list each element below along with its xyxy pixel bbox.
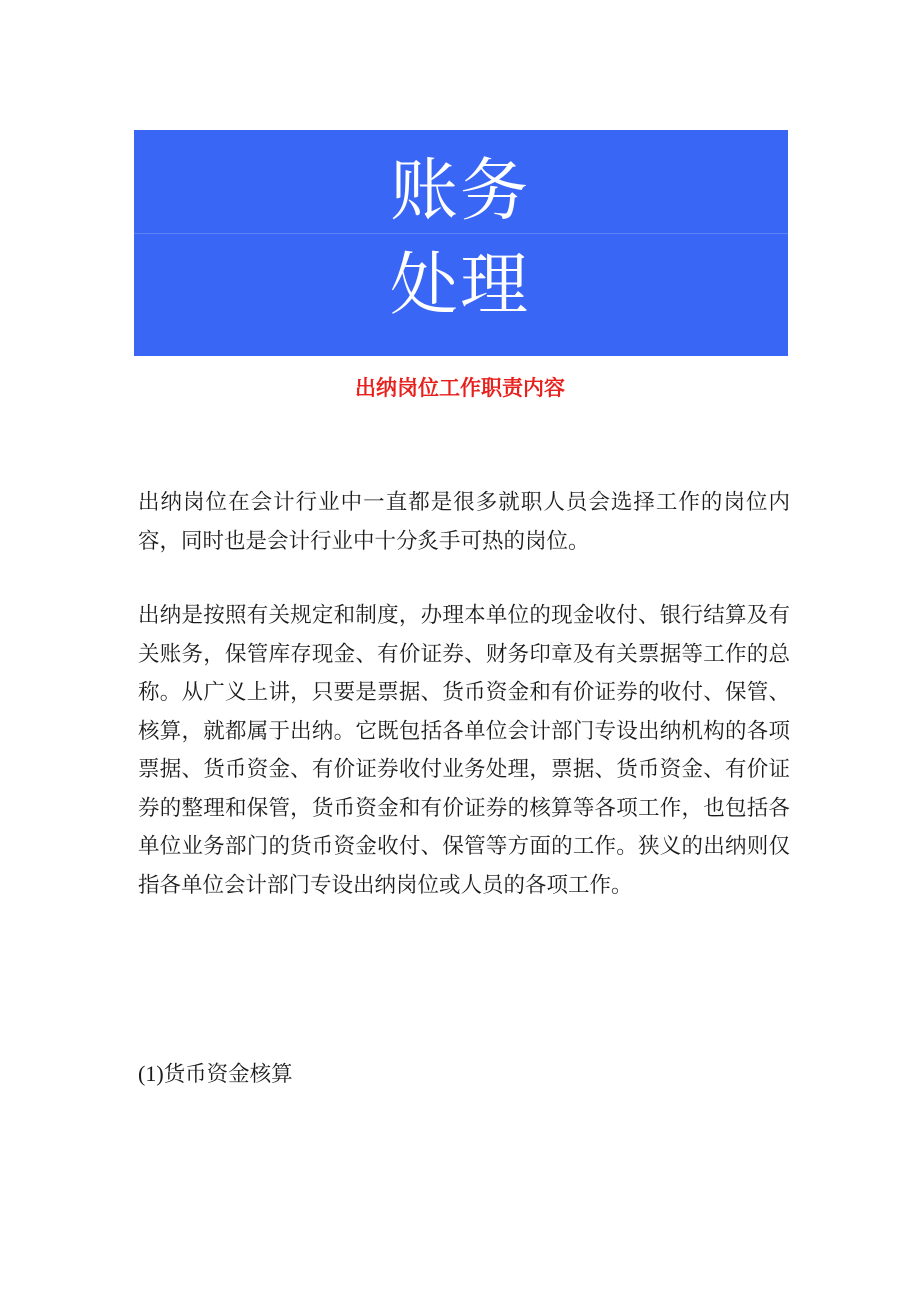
definition-paragraph: 出纳是按照有关规定和制度，办理本单位的现金收付、银行结算及有关账务，保管库存现金、有价证券、财务印章及有关票据等工作的总称。从广义上讲，只要是票据、货币资金和有价证券的收付、保管、核算，就都属于出纳。它既包括各单位会计部门专设出纳机构的各项票据、货币资金、有价证券收付业务处理，票据、货币资金、有价证券的整理和保管，货币资金和有价证券的核算等各项工作，也包括各单位业务部门的货币资金收付、保管等方面的工作。狭义的出纳则仅指各单位会计部门专设出纳岗位或人员的各项工作。 bbox=[138, 603, 790, 898]
intro-paragraph: 出纳岗位在会计行业中一直都是很多就职人员会选择工作的岗位内容，同时也是会计行业中十分炙手可热的岗位。 bbox=[138, 490, 790, 554]
document-subtitle: 出纳岗位工作职责内容 bbox=[355, 376, 565, 400]
banner-divider bbox=[134, 233, 788, 234]
banner-title-line-2: 处理 bbox=[389, 246, 530, 325]
banner-title-line-1: 账务 bbox=[389, 152, 530, 231]
section-heading bbox=[138, 1055, 293, 1094]
section-number: (1) bbox=[138, 1061, 164, 1086]
section-title: 货币资金核算 bbox=[163, 1062, 293, 1087]
